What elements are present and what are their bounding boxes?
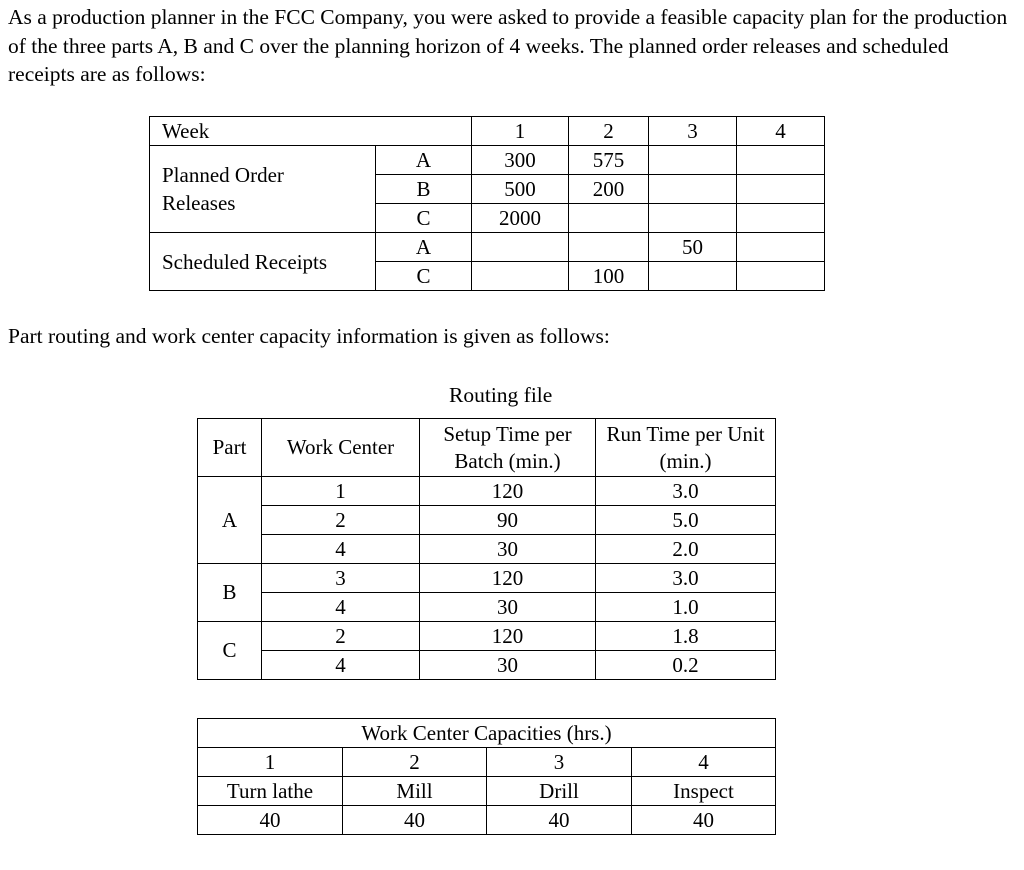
part-cell: C: [198, 622, 262, 680]
setup-cell: 120: [420, 477, 596, 506]
run-cell: 2.0: [596, 535, 776, 564]
routing-title: Routing file: [449, 383, 553, 407]
value-cell: 500: [472, 175, 569, 204]
setup-cell: 30: [420, 651, 596, 680]
table-row: [198, 593, 776, 622]
orders-table: [149, 116, 825, 291]
table-row: [198, 806, 776, 835]
routing-table: [197, 418, 776, 680]
work-center-cell: 4: [262, 651, 420, 680]
setup-cell: 120: [420, 564, 596, 593]
scheduled-label: Scheduled Receipts: [150, 233, 376, 291]
value-cell: [472, 262, 569, 291]
center-number-cell: 2: [343, 748, 487, 777]
work-center-cell: 4: [262, 593, 420, 622]
value-cell: [737, 146, 825, 175]
table-row: [150, 233, 825, 262]
value-cell: [649, 262, 737, 291]
setup-cell: 120: [420, 622, 596, 651]
capacity-cell: 40: [198, 806, 343, 835]
run-cell: 1.0: [596, 593, 776, 622]
value-cell: 575: [569, 146, 649, 175]
capacities-title-row: [198, 719, 776, 748]
part-cell: B: [376, 175, 472, 204]
value-cell: [649, 204, 737, 233]
part-cell: A: [376, 146, 472, 175]
intro-paragraph: As a production planner in the FCC Company, you were asked to provide a feasible capacity plan for the production of the three parts A, B and C over the planning horizon of 4 weeks. The planned order releases and scheduled receipts are as follows:: [8, 5, 1008, 86]
planned-label: Planned Order Releases: [150, 146, 376, 233]
value-cell: [737, 262, 825, 291]
table-row: [198, 622, 776, 651]
table-row: [150, 146, 825, 175]
setup-cell: 90: [420, 506, 596, 535]
header-work-center: Work Center: [262, 419, 420, 477]
table-row: [198, 477, 776, 506]
week-cell: 3: [649, 117, 737, 146]
week-cell: 2: [569, 117, 649, 146]
week-cell: 4: [737, 117, 825, 146]
header-part: Part: [198, 419, 262, 477]
center-name-cell: Turn lathe: [198, 777, 343, 806]
part-cell: A: [198, 477, 262, 564]
setup-cell: 30: [420, 593, 596, 622]
part-cell: A: [376, 233, 472, 262]
value-cell: 2000: [472, 204, 569, 233]
capacity-cell: 40: [343, 806, 487, 835]
value-cell: [737, 175, 825, 204]
header-setup-time: Setup Time per Batch (min.): [420, 419, 596, 477]
center-number-cell: 3: [487, 748, 632, 777]
value-cell: [649, 175, 737, 204]
value-cell: [569, 233, 649, 262]
center-name-cell: Mill: [343, 777, 487, 806]
value-cell: [737, 233, 825, 262]
value-cell: 300: [472, 146, 569, 175]
routing-intro-paragraph: Part routing and work center capacity information is given as follows:: [8, 324, 610, 348]
setup-cell: 30: [420, 535, 596, 564]
capacity-cell: 40: [632, 806, 776, 835]
week-label: Week: [150, 117, 472, 146]
table-row: [198, 748, 776, 777]
run-cell: 0.2: [596, 651, 776, 680]
run-cell: 1.8: [596, 622, 776, 651]
work-center-cell: 1: [262, 477, 420, 506]
work-center-cell: 2: [262, 506, 420, 535]
center-number-cell: 1: [198, 748, 343, 777]
capacities-table: [197, 718, 776, 835]
header-run-time: Run Time per Unit (min.): [596, 419, 776, 477]
value-cell: [737, 204, 825, 233]
center-number-cell: 4: [632, 748, 776, 777]
part-cell: C: [376, 204, 472, 233]
center-name-cell: Drill: [487, 777, 632, 806]
value-cell: 100: [569, 262, 649, 291]
run-cell: 3.0: [596, 477, 776, 506]
week-cell: 1: [472, 117, 569, 146]
table-row: [198, 777, 776, 806]
capacities-title: Work Center Capacities (hrs.): [198, 719, 776, 748]
work-center-cell: 3: [262, 564, 420, 593]
value-cell: 50: [649, 233, 737, 262]
run-cell: 5.0: [596, 506, 776, 535]
value-cell: 200: [569, 175, 649, 204]
center-name-cell: Inspect: [632, 777, 776, 806]
week-header-row: [150, 117, 825, 146]
work-center-cell: 4: [262, 535, 420, 564]
table-row: [198, 564, 776, 593]
value-cell: [649, 146, 737, 175]
value-cell: [569, 204, 649, 233]
table-row: [198, 535, 776, 564]
part-cell: C: [376, 262, 472, 291]
part-cell: B: [198, 564, 262, 622]
work-center-cell: 2: [262, 622, 420, 651]
routing-header-row: [198, 419, 776, 477]
capacity-cell: 40: [487, 806, 632, 835]
value-cell: [472, 233, 569, 262]
table-row: [198, 506, 776, 535]
table-row: [198, 651, 776, 680]
run-cell: 3.0: [596, 564, 776, 593]
